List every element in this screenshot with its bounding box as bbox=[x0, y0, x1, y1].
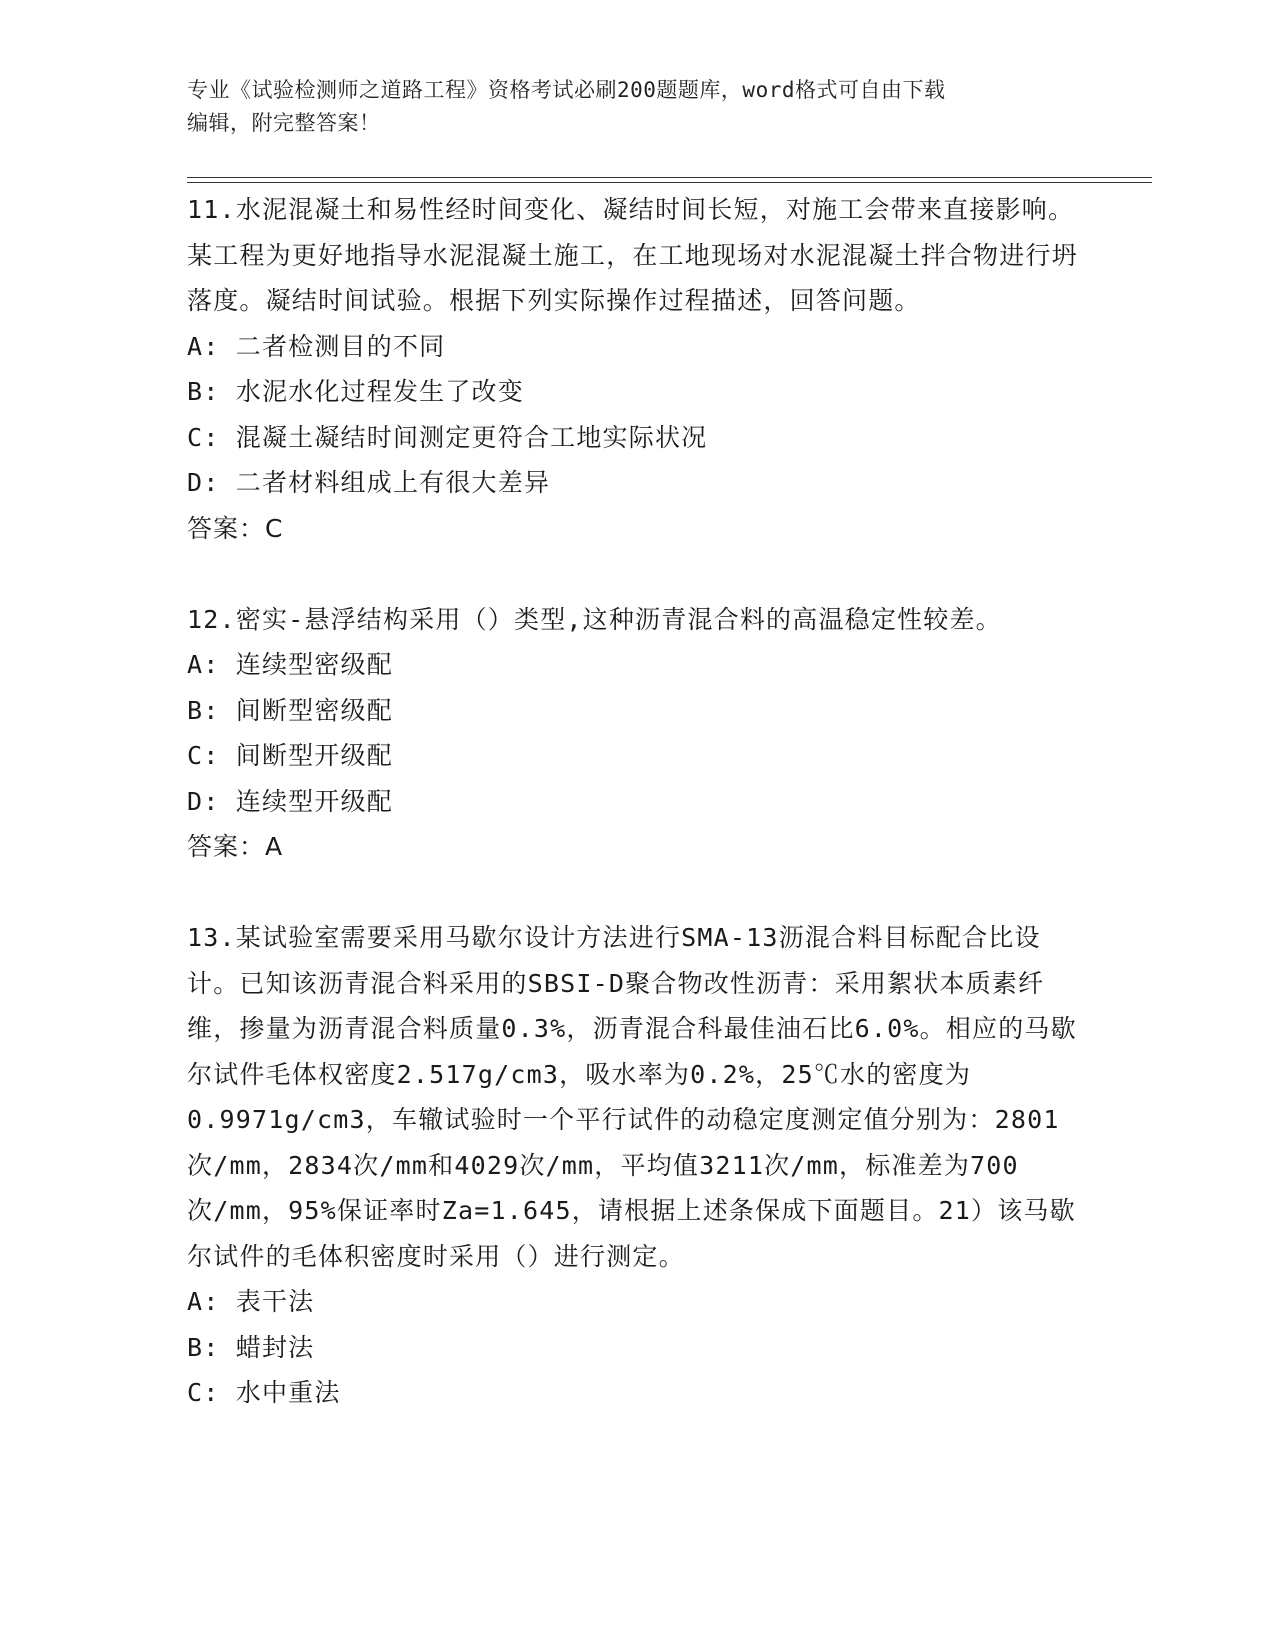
option-d: D: 连续型开级配 bbox=[187, 786, 393, 816]
question-12 bbox=[187, 597, 1087, 870]
option-b: B: 间断型密级配 bbox=[187, 695, 393, 725]
option-a: A: 二者检测目的不同 bbox=[187, 331, 446, 361]
question-spacer bbox=[187, 551, 1087, 597]
document-header bbox=[187, 74, 1067, 140]
option-a: A: 表干法 bbox=[187, 1287, 315, 1316]
option-d: D: 二者材料组成上有很大差异 bbox=[187, 468, 551, 497]
question-spacer bbox=[187, 870, 1087, 916]
answer-label: 答案：C bbox=[187, 513, 284, 543]
header-divider-top bbox=[187, 177, 1152, 178]
question-text: 11.水泥混凝土和易性经时间变化、凝结时间长短，对施工会带来直接影响。某工程为更好地指导水泥混凝土施工，在工地现场对水泥混凝土拌合物进行坍落度。凝结时间试验。根据下列实际操作过程描述，回答问题。 bbox=[187, 195, 1078, 315]
option-c: C: 水中重法 bbox=[187, 1378, 341, 1407]
answer-label: 答案：A bbox=[187, 832, 284, 861]
header-line-2: 编辑，附完整答案！ bbox=[187, 111, 381, 135]
question-list bbox=[187, 187, 1087, 1416]
question-11 bbox=[187, 187, 1087, 551]
question-text: 13.某试验室需要采用马歇尔设计方法进行SMA-13沥混合料目标配合比设计。已知该沥青混合料采用的SBSI-D聚合物改性沥青：采用絮状本质素纤维，掺量为沥青混合料质量0.3%，沥青混合科最佳油石比6.0%。相应的马歇尔试件毛体权密度2.517g/cm3，吸水率为0.2%，25℃水的密度为0.9971g/cm3，车辙试验时一个平行试件的动稳定度测定值分别为：2801次/mm，2834次/mm和4029次/mm，平均值3211次/mm，标准差为700次/mm，95%保证率时Za=1.645，请根据上述条保成下面题目。21）该马歇尔试件的毛体积密度时采用（）进行测定。 bbox=[187, 923, 1077, 1271]
option-a: A: 连续型密级配 bbox=[187, 650, 393, 679]
option-c: C: 混凝土凝结时间测定更符合工地实际状况 bbox=[187, 422, 708, 452]
option-b: B: 水泥水化过程发生了改变 bbox=[187, 377, 524, 406]
header-divider-bottom bbox=[187, 182, 1152, 183]
question-13 bbox=[187, 915, 1087, 1416]
question-text: 12.密实-悬浮结构采用（）类型,这种沥青混合料的高温稳定性较差。 bbox=[187, 604, 1002, 634]
option-c: C: 间断型开级配 bbox=[187, 741, 393, 770]
option-b: B: 蜡封法 bbox=[187, 1332, 315, 1362]
header-line-1: 专业《试验检测师之道路工程》资格考试必刷200题题库，word格式可自由下载 bbox=[187, 78, 946, 102]
